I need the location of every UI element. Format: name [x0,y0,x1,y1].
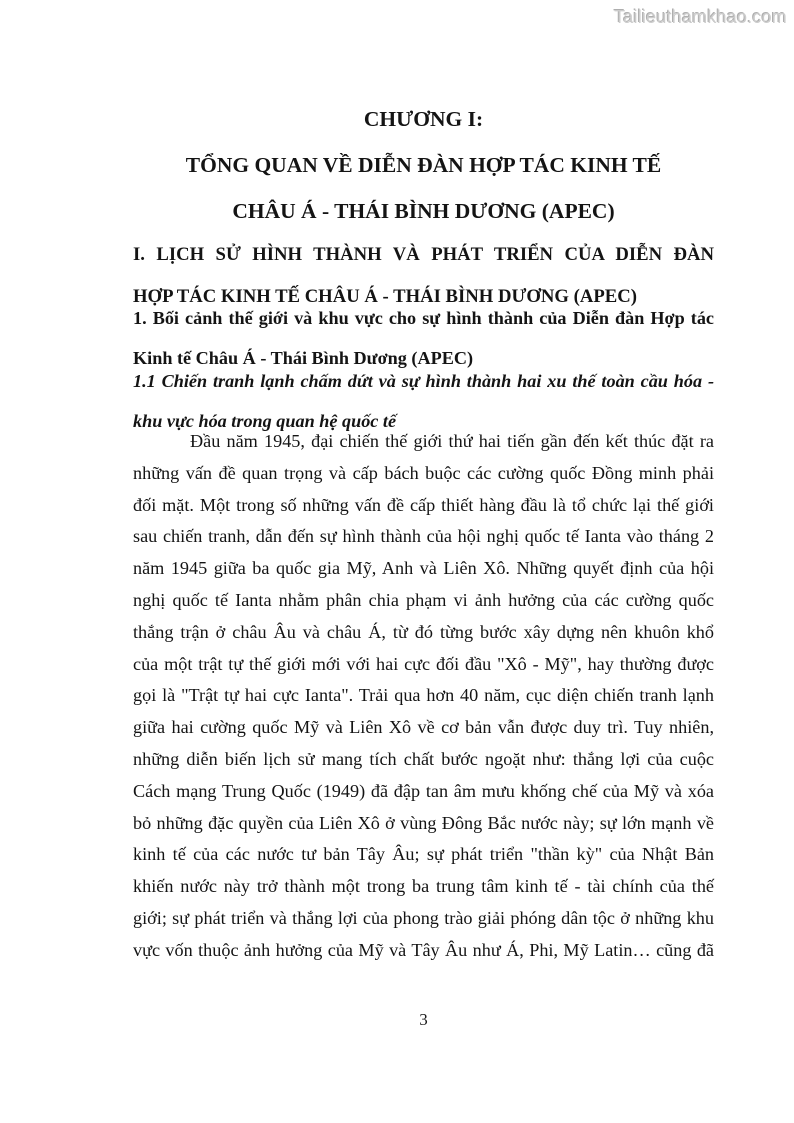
paragraph-line: kinh tế của các nước tư bản Tây Âu; sự phát triển "thần kỳ" của Nhật Bản [133,844,714,865]
paragraph-line: gọi là "Trật tự hai cực Ianta". Trải qua hơn 40 năm, cục diện chiến tranh lạnh [133,685,714,706]
paragraph-line: giữa hai cường quốc Mỹ và Liên Xô về cơ bản vẫn được duy trì. Tuy nhiên, [133,717,714,738]
paragraph-line: khiến nước này trở thành một trong ba trung tâm kinh tế - tài chính của thế [133,876,714,897]
paragraph-line: thắng trận ở châu Âu và châu Á, từ đó từng bước xây dựng nên khuôn khổ [133,621,714,642]
subsubsection-heading-line1: 1.1 Chiến tranh lạnh chấm dứt và sự hình thành hai xu thế toàn cầu hóa - [133,371,714,391]
paragraph-line: nghị quốc tế Ianta nhằm phân chia phạm vi ảnh hưởng của các cường quốc [133,589,714,610]
chapter-heading [133,96,714,234]
page-number: 3 [419,1010,428,1029]
paragraph-line: vực vốn thuộc ảnh hưởng của Mỹ và Tây Âu như Á, Phi, Mỹ Latin… cũng đã [133,939,714,960]
section-heading-line1: I. LỊCH SỬ HÌNH THÀNH VÀ PHÁT TRIỂN CỦA DIỄN ĐÀN [133,244,714,265]
body-paragraph [133,426,714,967]
chapter-heading-line1: CHƯƠNG I: [363,107,484,131]
paragraph-line: bỏ những đặc quyền của Liên Xô ở vùng Đông Bắc nước này; sự lớn mạnh về [133,812,714,833]
subsection-heading-line1: 1. Bối cảnh thế giới và khu vực cho sự hình thành của Diễn đàn Hợp tác [133,308,714,328]
paragraph-line: những diễn biến lịch sử mang tích chất bước ngoặt như: thắng lợi của cuộc [133,748,714,769]
section-heading-line2: HỢP TÁC KINH TẾ CHÂU Á - THÁI BÌNH DƯƠNG (APEC) [133,286,637,307]
paragraph-line: năm 1945 giữa ba quốc gia Mỹ, Anh và Liên Xô. Những quyết định của hội [133,558,714,579]
chapter-heading-line2: TỔNG QUAN VỀ DIỄN ĐÀN HỢP TÁC KINH TẾ [185,153,662,177]
paragraph-line: đối mặt. Một trong số những vấn đề cấp thiết hàng đầu là tổ chức lại thế giới [133,494,714,515]
subsection-heading-line2: Kinh tế Châu Á - Thái Bình Dương (APEC) [133,348,474,368]
paragraph-line: Đầu năm 1945, đại chiến thế giới thứ hai tiến gần đến kết thúc đặt ra [190,431,714,451]
paragraph-line: sau chiến tranh, dẫn đến sự hình thành của hội nghị quốc tế Ianta vào tháng 2 [133,526,714,547]
paragraph-line: Cách mạng Trung Quốc (1949) đã đập tan âm mưu khống chế của Mỹ và xóa [133,780,714,801]
watermark-text: Tailieuthamkhao.com [614,7,787,27]
paragraph-line: những vấn đề quan trọng và cấp bách buộc các cường quốc Đồng minh phải [133,462,714,483]
subsubsection-heading-line2: khu vực hóa trong quan hệ quốc tế [133,411,397,431]
paragraph-line: giới; sự phát triển và thắng lợi của phong trào giải phóng dân tộc ở những khu [133,907,714,928]
paragraph-line: của một trật tự thế giới mới với hai cực đối đầu "Xô - Mỹ", hay thường được [133,653,714,674]
chapter-heading-line3: CHÂU Á - THÁI BÌNH DƯƠNG (APEC) [232,199,615,223]
